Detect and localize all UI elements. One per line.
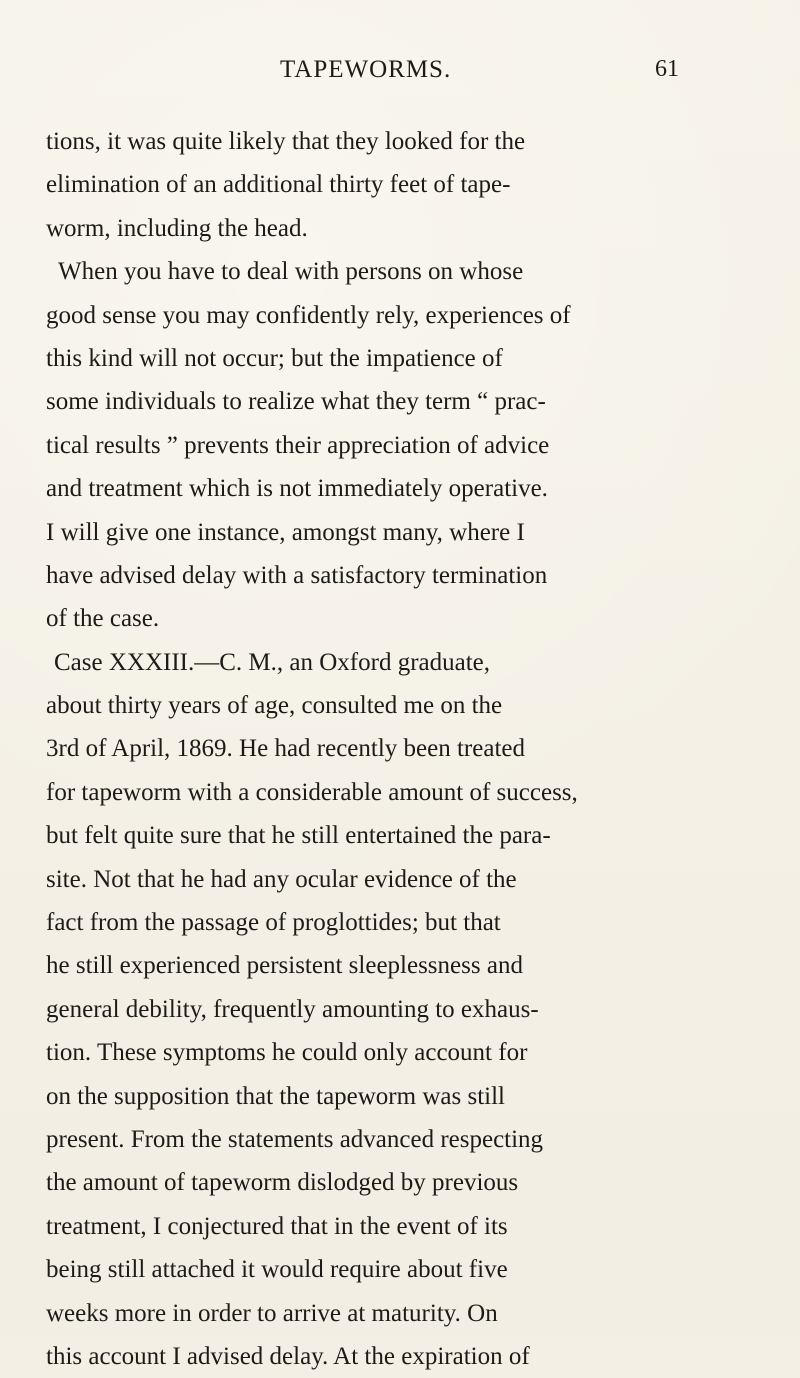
body-line-7: some individuals to realize what they term “ prac- xyxy=(46,388,546,416)
body-line-11: have advised delay with a satisfactory termination xyxy=(46,561,548,589)
running-title: TAPEWORMS. xyxy=(280,56,452,83)
body-line-14: about thirty years of age, consulted me on the xyxy=(46,692,503,720)
body-line-1: tions, it was quite likely that they looked for the xyxy=(46,128,526,155)
body-line-8: tical results ” prevents their appreciation of advice xyxy=(46,431,550,459)
body-line-26: treatment, I conjectured that in the event of its xyxy=(46,1212,508,1240)
body-line-15: 3rd of April, 1869. He had recently been treated xyxy=(46,735,525,763)
body-line-23: on the supposition that the tapeworm was still xyxy=(46,1082,505,1110)
body-line-16: for tapeworm with a considerable amount of success, xyxy=(46,778,578,806)
body-line-3: worm, including the head. xyxy=(46,214,308,242)
body-line-20: he still experienced persistent sleeplessness and xyxy=(46,952,523,980)
body-line-18: site. Not that he had any ocular evidence of the xyxy=(46,865,517,893)
body-line-29: this account I advised delay. At the expiration of xyxy=(46,1342,530,1370)
body-line-24: present. From the statements advanced respecting xyxy=(46,1125,544,1153)
body-text xyxy=(46,120,726,1378)
body-line-10: I will give one instance, amongst many, where I xyxy=(46,518,525,546)
body-line-25: the amount of tapeworm dislodged by previous xyxy=(46,1169,519,1197)
body-line-27: being still attached it would require about five xyxy=(46,1256,508,1284)
body-line-9: and treatment which is not immediately operative. xyxy=(46,475,548,503)
body-line-22: tion. These symptoms he could only account for xyxy=(46,1039,528,1067)
body-line-6: this kind will not occur; but the impatience of xyxy=(46,344,503,372)
body-line-19: fact from the passage of proglottides; but that xyxy=(46,909,501,937)
body-line-2: elimination of an additional thirty feet of tape- xyxy=(46,171,511,199)
body-line-28: weeks more in order to arrive at maturity. On xyxy=(46,1299,498,1327)
body-line-21: general debility, frequently amounting to exhaus- xyxy=(46,995,539,1023)
page-number: 61 xyxy=(655,56,679,82)
body-line-17: but felt quite sure that he still entertained the para- xyxy=(46,822,551,850)
body-line-5: good sense you may confidently rely, experiences of xyxy=(46,301,571,329)
body-line-4: When you have to deal with persons on whose xyxy=(58,258,524,286)
body-line-12: of the case. xyxy=(46,605,160,633)
running-head xyxy=(0,56,800,90)
case-heading-line: Case XXXIII.—C. M., an Oxford graduate, xyxy=(54,648,490,676)
